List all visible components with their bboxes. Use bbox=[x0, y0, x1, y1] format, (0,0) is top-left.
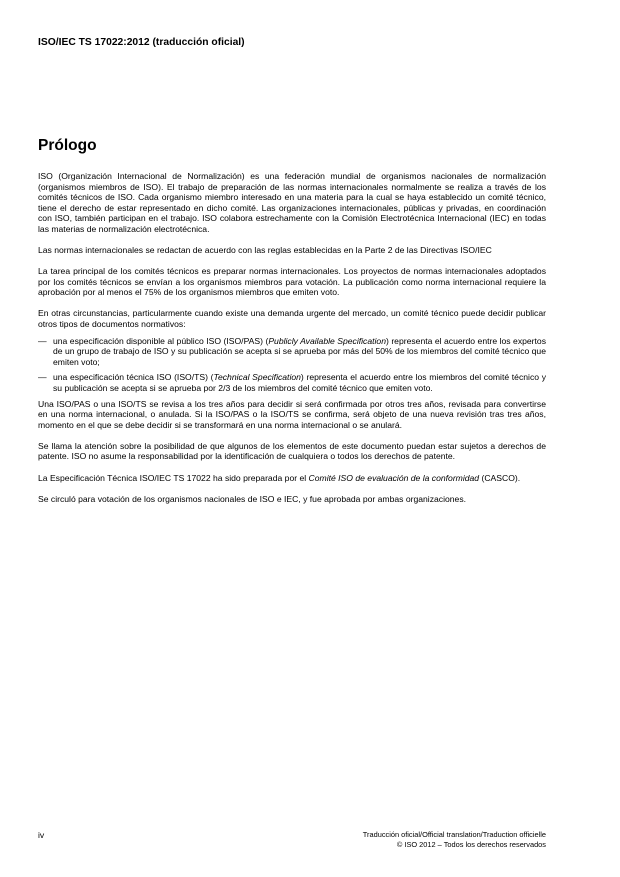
emphasis: Technical Specification bbox=[213, 372, 301, 383]
foreword-body bbox=[38, 171, 546, 515]
document-types-list bbox=[38, 336, 546, 394]
paragraph-iso-intro: ISO (Organización Internacional de Normalización) es una federación mundial de organismos nacionales de normalización (organismos miembros de ISO). El trabajo de preparación de las normas internacionales normalmente se realiza a través de los comités técnicos de ISO. Cada organismo miembro interesado en una materia para la cual se haya establecido un comité técnico, tiene el derecho de estar representado en dicho comité. Las organizaciones internacionales, públicas y privadas, en coordinación con ISO, también participan en el trabajo. ISO colabora estrechamente con la Comisión Electrotécnica Internacional (IEC) en todas las materias de normalización electrotécnica. bbox=[38, 171, 546, 234]
paragraph-review: Una ISO/PAS o una ISO/TS se revisa a los tres años para decidir si será confirmada por otros tres años, revisada para convertirse en una norma internacional, o anulada. Si la ISO/PAS o la ISO/TS se confirma, será objeto de una nueva revisión tras tres años, momento en el que se debe decidir si se transformará en una norma internacional o se anulará. bbox=[38, 398, 546, 430]
page-number: iv bbox=[38, 830, 45, 840]
paragraph-patents: Se llama la atención sobre la posibilidad de que algunos de los elementos de este documento puedan estar sujetos a derechos de patente. ISO no asume la responsabilidad por la identificación de cualquiera o todos los derechos de patente. bbox=[38, 440, 546, 462]
list-item bbox=[38, 372, 546, 393]
paragraph-drafting-rules: Las normas internacionales se redactan de acuerdo con las reglas establecidas en la Parte 2 de las Directivas ISO/IEC bbox=[38, 245, 492, 256]
footer-rights-line: © ISO 2012 – Todos los derechos reservados bbox=[396, 840, 546, 849]
list-item-text: una especificación técnica ISO (ISO/TS) (Technical Specification) representa el acuerdo entre los miembros del comité técnico y su publicación se acepta si se aprueba por 2/3 de los miembros del comité técnico que emiten voto. bbox=[53, 372, 547, 393]
dash-bullet: — bbox=[38, 335, 47, 346]
paragraph-main-task: La tarea principal de los comités técnicos es preparar normas internacionales. Los proyectos de normas internacionales adoptados por los comités técnicos se envían a los organismos miembros para votación. La publicación como norma internacional requiere la aprobación por al menos el 75% de los organismos miembros que emiten voto. bbox=[38, 266, 546, 298]
paragraph-prepared-by: La Especificación Técnica ISO/IEC TS 17022 ha sido preparada por el Comité ISO de evaluación de la conformidad (CASCO). bbox=[38, 472, 521, 483]
document-header: ISO/IEC TS 17022:2012 (traducción oficial) bbox=[38, 37, 245, 48]
footer-copyright bbox=[363, 830, 546, 850]
list-item-text: una especificación disponible al público ISO (ISO/PAS) (Publicly Available Specification) representa el acuerdo entre los expertos de un grupo de trabajo de ISO y su publicación se acepta si se aprueba por más del 50% de los miembros del comité técnico que emiten voto; bbox=[53, 335, 547, 367]
dash-bullet: — bbox=[38, 372, 47, 383]
footer-translation-line: Traducción oficial/Official translation/Traduction officielle bbox=[362, 830, 546, 839]
emphasis: Publicly Available Specification bbox=[268, 335, 386, 346]
committee-name: Comité ISO de evaluación de la conformidad bbox=[308, 472, 480, 483]
paragraph-voting: Se circuló para votación de los organismos nacionales de ISO e IEC, y fue aprobada por ambas organizaciones. bbox=[38, 493, 467, 504]
paragraph-other-circumstances: En otras circunstancias, particularmente cuando existe una demanda urgente del mercado, un comité técnico puede decidir publicar otros tipos de documentos normativos: bbox=[38, 308, 546, 330]
section-title: Prólogo bbox=[38, 137, 97, 154]
list-item bbox=[38, 336, 546, 368]
